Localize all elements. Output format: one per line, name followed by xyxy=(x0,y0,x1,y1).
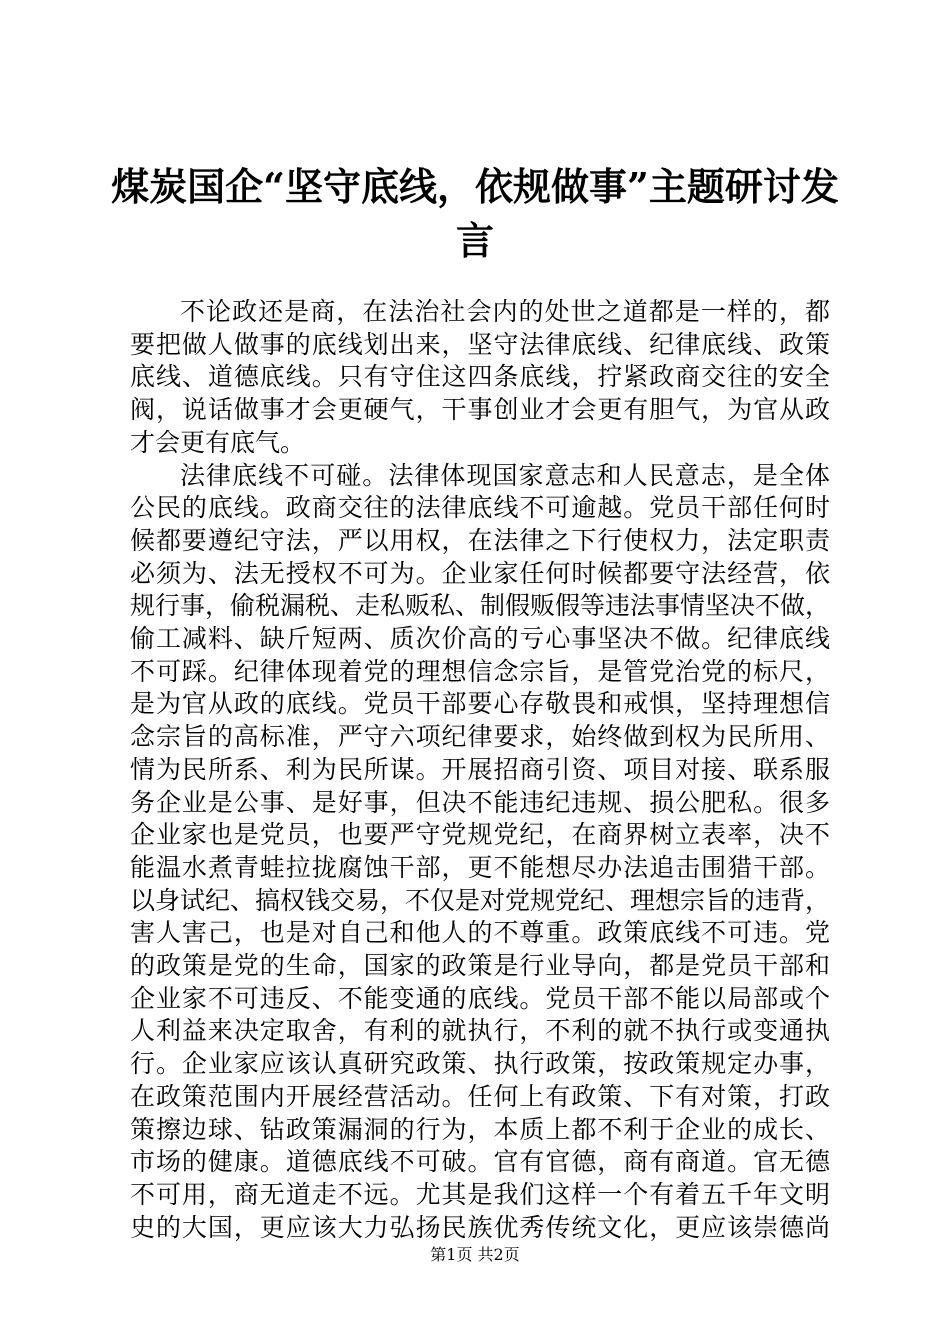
body-line: 不论政还是商，在法治社会内的处世之道都是一样的，都 xyxy=(180,297,830,326)
body-line: 企业家不可违反、不能变通的底线。党员干部不能以局部或个 xyxy=(130,983,830,1013)
body-line: 必须为、法无授权不可为。企业家任何时候都要守法经营，依 xyxy=(130,558,830,588)
body-line: 候都要遵纪守法，严以用权，在法律之下行使权力，法定职责 xyxy=(130,525,830,555)
body-line: 以身试纪、搞权钱交易，不仅是对党规党纪、理想宗旨的违背， xyxy=(130,885,831,915)
body-line: 才会更有底气。 xyxy=(130,427,306,457)
body-line: 不可踩。纪律体现着党的理想信念宗旨，是管党治党的标尺， xyxy=(130,656,830,686)
body-line: 害人害己，也是对自己和他人的不尊重。政策底线不可违。党 xyxy=(130,918,830,948)
page-footer: 第1页 共2页 xyxy=(430,1245,520,1264)
body-line: 史的大国，更应该大力弘扬民族优秀传统文化，更应该崇德尚 xyxy=(130,1212,830,1242)
document-body xyxy=(130,296,830,1244)
body-line: 的政策是党的生命，国家的政策是行业导向，都是党员干部和 xyxy=(130,951,830,981)
title-line-1: 煤炭国企“坚守底线，依规做事”主题研讨发 xyxy=(111,164,839,209)
body-line: 偷工减料、缺斤短两、质次价高的亏心事坚决不做。纪律底线 xyxy=(130,624,830,654)
body-line: 阀，说话做事才会更硬气，干事创业才会更有胆气，为官从政 xyxy=(130,395,830,425)
body-line: 公民的底线。政商交往的法律底线不可逾越。党员干部任何时 xyxy=(130,493,830,523)
body-line: 务企业是公事、是好事，但决不能违纪违规、损公肥私。很多 xyxy=(130,787,830,817)
paragraph-2 xyxy=(130,460,830,1245)
body-line: 在政策范围内开展经营活动。任何上有政策、下有对策，打政 xyxy=(130,1081,830,1111)
body-line: 企业家也是党员，也要严守党规党纪，在商界树立表率，决不 xyxy=(130,820,830,850)
title-line-2: 言 xyxy=(455,218,494,263)
body-line: 要把做人做事的底线划出来，坚守法律底线、纪律底线、政策 xyxy=(130,329,830,359)
body-line: 念宗旨的高标准，严守六项纪律要求，始终做到权为民所用、 xyxy=(130,722,830,752)
body-line: 策擦边球、钻政策漏洞的行为，本质上都不利于企业的成长、 xyxy=(130,1114,830,1144)
body-line: 是为官从政的底线。党员干部要心存敬畏和戒惧，坚持理想信 xyxy=(130,689,830,719)
body-line: 底线、道德底线。只有守住这四条底线，拧紧政商交往的安全 xyxy=(130,362,830,392)
body-line: 不可用，商无道走不远。尤其是我们这样一个有着五千年文明 xyxy=(130,1179,830,1209)
body-line: 人利益来决定取舍，有利的就执行，不利的就不执行或变通执 xyxy=(130,1016,830,1046)
body-line: 法律底线不可碰。法律体现国家意志和人民意志，是全体 xyxy=(180,460,830,490)
body-line: 规行事，偷税漏税、走私贩私、制假贩假等违法事情坚决不做， xyxy=(130,591,831,621)
body-line: 能温水煮青蛙拉拢腐蚀干部，更不能想尽办法追击围猎干部。 xyxy=(130,852,830,882)
body-line: 情为民所系、利为民所谋。开展招商引资、项目对接、联系服 xyxy=(130,754,830,784)
paragraph-1 xyxy=(130,296,830,460)
document-title xyxy=(110,160,840,268)
body-line: 行。企业家应该认真研究政策、执行政策，按政策规定办事， xyxy=(130,1049,830,1079)
body-line: 市场的健康。道德底线不可破。官有官德，商有商道。官无德 xyxy=(130,1147,830,1177)
